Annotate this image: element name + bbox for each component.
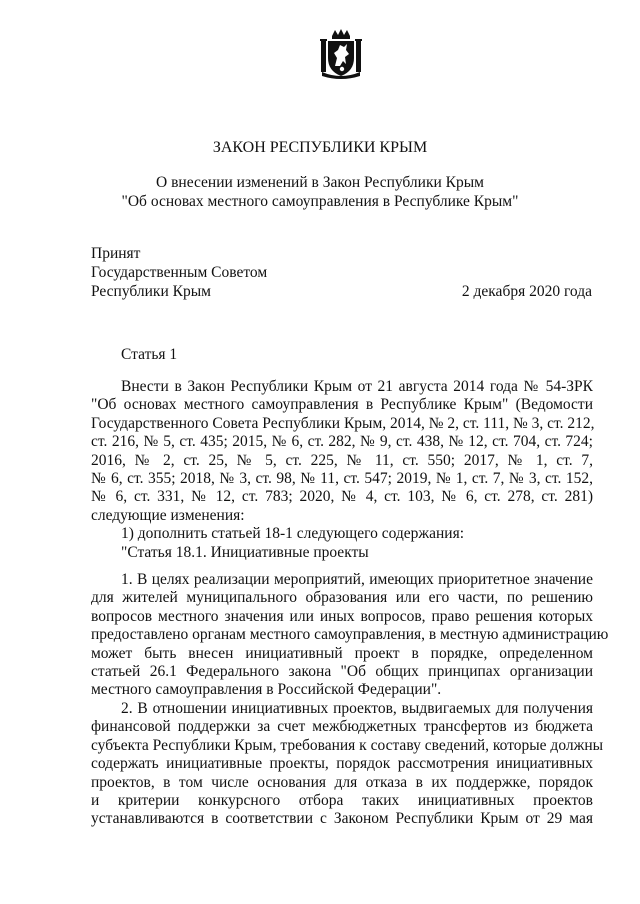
text-line: Внести в Закон Республики Крым от 21 августа 2014 года № 54-ЗРК [121, 378, 593, 395]
document-title: ЗАКОН РЕСПУБЛИКИ КРЫМ [212, 139, 428, 156]
text-line: 1. В целях реализации мероприятий, имеющих приоритетное значение [121, 571, 593, 588]
new-article-title: "Статья 18.1. Инициативные проекты [121, 543, 369, 561]
text-line: для жителей муниципального образования или его части, по решению [91, 589, 593, 607]
text-line: № 6, ст. 331, № 12, ст. 783; 2020, № 4, ст. 103, № 6, ст. 278, ст. 281) [91, 488, 593, 506]
adoption-block [91, 244, 267, 301]
text-line: 2. В отношении инициативных проектов, выдвигаемых для получения [121, 700, 593, 717]
text-line: ст. 216, № 5, ст. 435; 2015, № 6, ст. 282, № 9, ст. 438, № 12, ст. 704, ст. 724; [91, 433, 593, 451]
article-heading: Статья 1 [121, 346, 178, 363]
text-line: и критерии конкурсного отбора таких инициативных проектов [91, 792, 593, 810]
text-line: № 6, ст. 355; 2018, № 3, ст. 98, № 11, ст. 547; 2019, № 1, ст. 7, № 3, ст. 152, [91, 470, 593, 488]
text-line: финансовой поддержки за счет межбюджетных трансфертов из бюджета [91, 718, 593, 736]
subtitle-line: "Об основах местного самоуправления в Республике Крым" [121, 193, 519, 210]
adoption-line: Государственным Советом [91, 264, 268, 281]
text-line: предоставлено органам местного самоуправления, в местную администрацию [91, 626, 609, 644]
article-paragraph [91, 378, 593, 562]
document-subtitle [0, 173, 640, 211]
amendment-item: 1) дополнить статьей 18-1 следующего содержания: [121, 525, 465, 543]
adoption-date: 2 декабря 2020 года [461, 283, 592, 300]
adoption-line: Принят [91, 245, 141, 262]
text-line: проектов, в том числе основания для отказа в их поддержке, порядок [91, 773, 593, 791]
text-line: устанавливаются в соответствии с Законом Республики Крым от 29 мая [91, 810, 593, 828]
adoption-line: Республики Крым [91, 283, 211, 300]
text-line: следующие изменения: [91, 506, 245, 524]
text-line: статьей 26.1 Федерального закона "Об общих принципах организации [91, 663, 593, 681]
text-line: субъекта Республики Крым, требования к составу сведений, которые должны [91, 736, 604, 754]
subtitle-line: О внесении изменений в Закон Республики Крым [156, 174, 484, 191]
text-line: содержать инициативные проекты, порядок рассмотрения инициативных [91, 755, 593, 773]
text-line: "Об основах местного самоуправления в Республике Крым" (Ведомости [91, 396, 593, 414]
text-line: вопросов местного значения или иных вопросов, право решения которых [91, 607, 593, 625]
text-line: может быть внесен инициативный проект в порядке, определенном [91, 644, 593, 662]
crimea-coat-of-arms-icon [318, 28, 364, 80]
text-line: Государственного Совета Республики Крым, 2014, № 2, ст. 111, № 3, ст. 212, [91, 414, 595, 432]
text-line: 2016, № 2, ст. 25, № 5, ст. 225, № 11, ст. 550; 2017, № 1, ст. 7, [91, 451, 593, 469]
article-point-1 [91, 571, 609, 700]
text-line: местного самоуправления в Российской Федерации". [91, 681, 442, 699]
article-point-2 [91, 700, 604, 829]
